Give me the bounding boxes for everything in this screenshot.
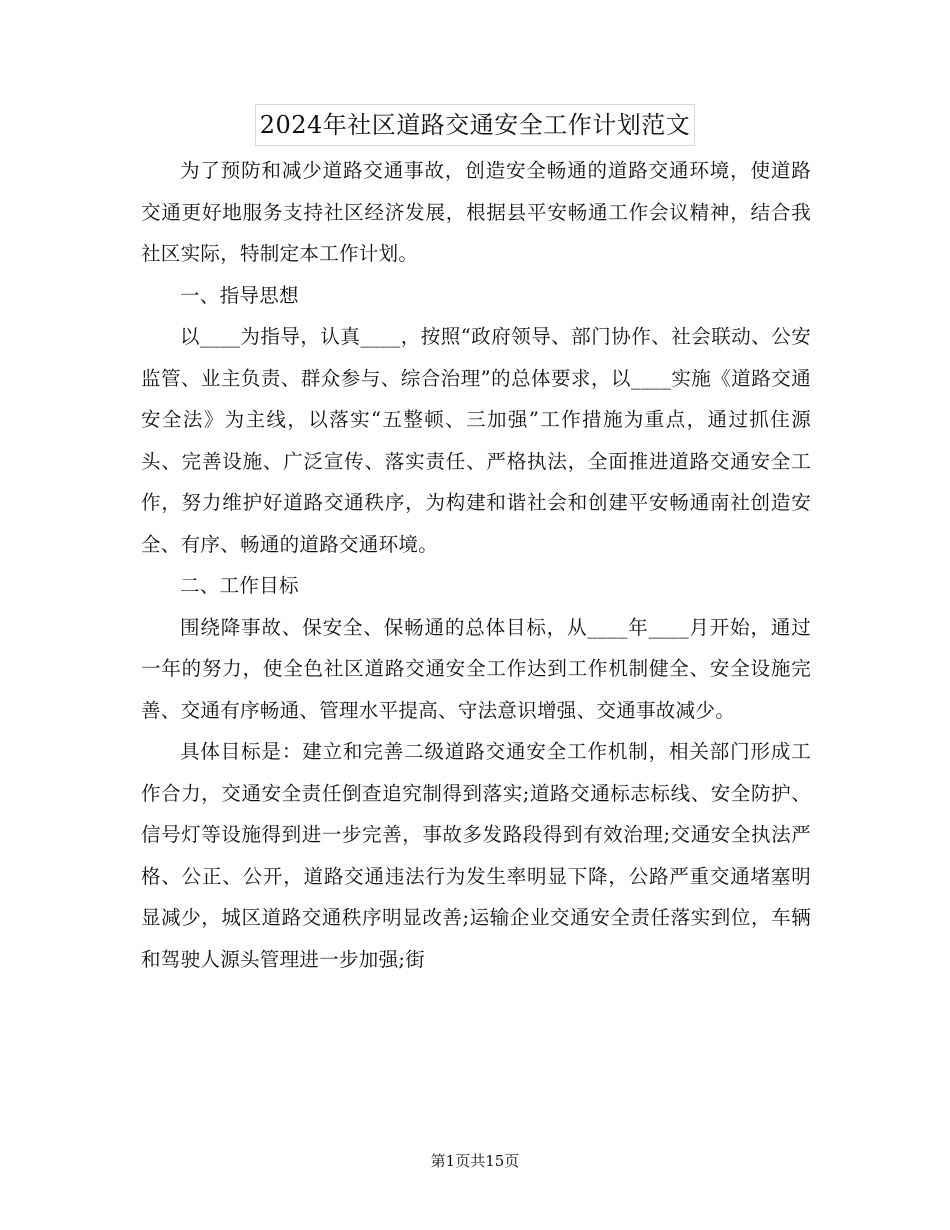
document-title: 2024年社区道路交通安全工作计划范文: [255, 104, 696, 146]
document-body: [141, 150, 811, 980]
page-number: 第1页共15页: [430, 1152, 520, 1170]
paragraph-intro: 为了预防和减少道路交通事故，创造安全畅通的道路交通环境，使道路交通更好地服务支持社区经济发展，根据县平安畅通工作会议精神，结合我社区实际，特制定本工作计划。: [141, 159, 811, 265]
paragraph-specific-goals: 具体目标是：建立和完善二级道路交通安全工作机制，相关部门形成工作合力，交通安全责任倒查追究制得到落实;道路交通标志标线、安全防护、信号灯等设施得到进一步完善，事故多发路段得到有效治理;交通安全执法严格、公正、公开，道路交通违法行为发生率明显下降，公路严重交通堵塞明显减少，城区道路交通秩序明显改善;运输企业交通安全责任落实到位，车辆和驾驶人源头管理进一步加强;街: [141, 740, 811, 971]
document-title-wrapper: [0, 104, 950, 146]
paragraph-guiding-ideology: 以____为指导，认真____，按照“政府领导、部门协作、社会联动、公安监管、业主负责、群众参与、综合治理”的总体要求，以____实施《道路交通安全法》为主线，以落实“五整顿、三加强”工作措施为重点，通过抓住源头、完善设施、广泛宣传、落实责任、严格执法，全面推进道路交通安全工作，努力维护好道路交通秩序，为构建和谐社会和创建平安畅通南社创造安全、有序、畅通的道路交通环境。: [141, 325, 811, 556]
paragraph-work-goals: 围绕降事故、保安全、保畅通的总体目标，从____年____月开始，通过一年的努力，使全色社区道路交通安全工作达到工作机制健全、安全设施完善、交通有序畅通、管理水平提高、守法意识增强、交通事故减少。: [141, 615, 811, 722]
section-heading-guiding-ideology: 一、指导思想: [180, 283, 299, 307]
section-heading-work-goals: 二、工作目标: [180, 574, 299, 597]
